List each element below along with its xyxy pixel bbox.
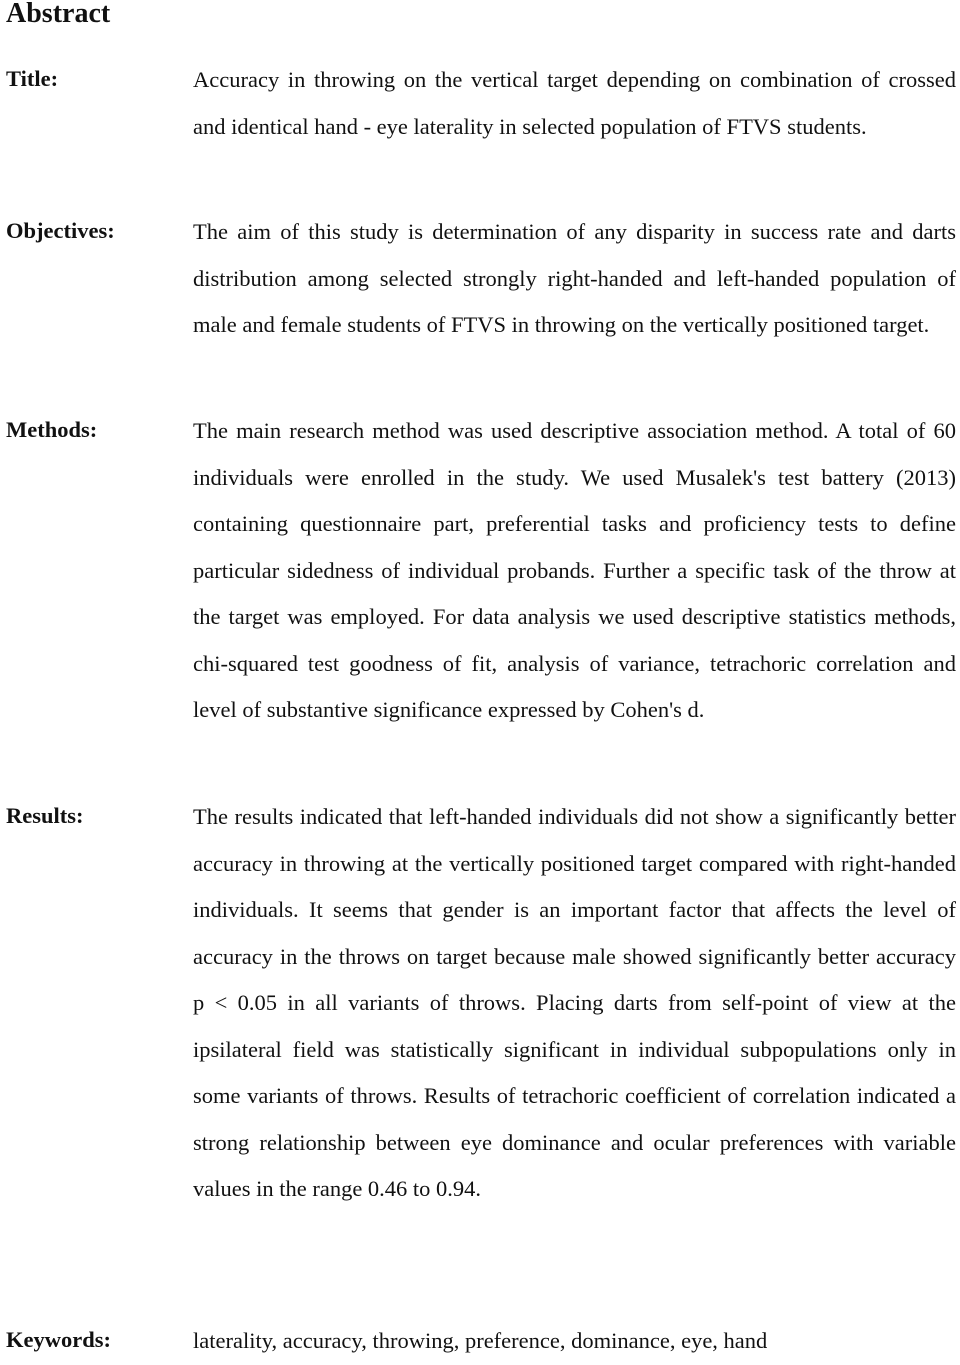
methods-text: The main research method was used descriptive association method. A total of 60 individuals were enrolled in the study. We used Musalek's test battery (2013) containing questionnaire part, preferential tasks and proficiency tests to define particular sidedness of individual probands. Further a specific task of the throw at the target was employed. For data analysis we used descriptive statistics methods, chi-squared test goodness of fit, analysis of variance, tetrachoric correlation and level of substantive significance expressed by Cohen's d. xyxy=(193,418,956,722)
title-text: Accuracy in throwing on the vertical target depending on combination of crossed and identical hand - eye laterality in selected population of FTVS students. xyxy=(193,67,956,139)
keywords-label: Keywords: xyxy=(6,1327,111,1352)
abstract-heading: Abstract xyxy=(6,0,111,29)
objectives-label: Objectives: xyxy=(6,218,115,243)
results-label: Results: xyxy=(6,803,84,828)
keywords-text: laterality, accuracy, throwing, preference, dominance, eye, hand xyxy=(193,1328,768,1353)
methods-label: Methods: xyxy=(6,417,98,442)
results-text: The results indicated that left-handed individuals did not show a significantly better accuracy in throwing at the vertically positioned target compared with right-handed individuals. It seems that gender is an important factor that affects the level of accuracy in the throws on target because male showed significantly better accuracy p < 0.05 in all variants of throws. Placing darts from self-point of view at the ipsilateral field was statistically significant in individual subpopulations only in some variants of throws. Results of tetrachoric coefficient of correlation indicated a strong relationship between eye dominance and ocular preferences with variable values in the range 0.46 to 0.94. xyxy=(193,804,956,1201)
title-label: Title: xyxy=(6,66,59,91)
objectives-text: The aim of this study is determination of any disparity in success rate and darts distribution among selected strongly right-handed and left-handed population of male and female students of FTVS in throwing on the vertically positioned target. xyxy=(193,219,956,337)
